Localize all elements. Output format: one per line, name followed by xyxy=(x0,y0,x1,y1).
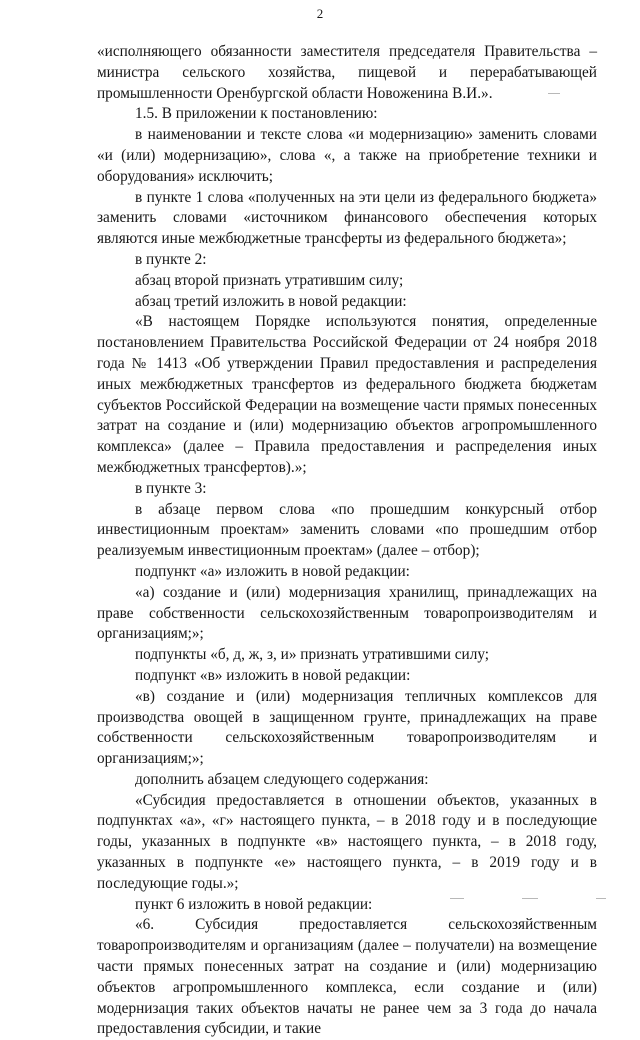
scan-mark xyxy=(450,898,464,899)
paragraph: подпункт «а» изложить в новой редакции: xyxy=(135,562,410,580)
paragraph: в наименовании и тексте слова «и модернизацию» заменить словами «и (или) модернизацию», слова «, а также на приобретение техники и оборудования» исключить; xyxy=(97,126,597,185)
paragraph: «исполняющего обязанности заместителя председателя Правительства – министра сельского хозяйства, пищевой и перерабатывающей промышленности Оренбургской области Новоженина В.И.». xyxy=(97,43,597,102)
paragraph: пункт 6 изложить в новой редакции: xyxy=(135,895,373,913)
paragraph: «6. Субсидия предоставляется сельскохозяйственным товаропроизводителям и организациям (далее – получатели) на возмещение части прямых понесенных затрат на создание и (или) модернизацию объектов агропромышленного комплекса, если создание и (или) модернизация таких объектов начаты не ранее чем за 3 года до начала предоставления субсидии, и такие xyxy=(97,916,597,1038)
paragraph: абзац третий изложить в новой редакции: xyxy=(135,292,407,310)
paragraph: в пункте 1 слова «полученных на эти цели из федерального бюджета» заменить словами «источником финансового обеспечения которых являются иные межбюджетные трансферты из федерального бюджета»; xyxy=(97,188,597,248)
paragraph: дополнить абзацем следующего содержания: xyxy=(135,770,429,788)
paragraph: «В настоящем Порядке используются понятия, определенные постановлением Правительства Российской Федерации от 24 ноября 2018 года № 1413 «Об утверждении Правил предоставления и распределения иных межбюджетных трансфертов из федерального бюджета бюджетам субъектов Российской Федерации на возмещение части прямых понесенных затрат на создание и (или) модернизацию объектов агропромышленного комплекса» (далее – Правила предоставления и распределения иных межбюджетных трансфертов).»; xyxy=(97,313,597,476)
scan-mark xyxy=(596,898,606,899)
paragraph: в абзаце первом слова «по прошедшим конкурсный отбор инвестиционным проектам» заменить словами «по прошедшим отбор реализуемым инвестиционным проектам» (далее – отбор); xyxy=(97,500,597,560)
scan-mark xyxy=(522,898,538,899)
paragraph: «а) создание и (или) модернизация хранилищ, принадлежащих на праве собственности сельскохозяйственным товаропроизводителям и организациям;»; xyxy=(97,583,597,643)
paragraph: подпункты «б, д, ж, з, и» признать утратившими силу; xyxy=(135,646,490,664)
paragraph: в пункте 2: xyxy=(135,250,207,268)
document-body xyxy=(97,42,597,1040)
scan-mark xyxy=(548,93,560,94)
paragraph: 1.5. В приложении к постановлению: xyxy=(135,105,378,123)
paragraph: подпункт «в» изложить в новой редакции: xyxy=(135,666,411,684)
paragraph: в пункте 3: xyxy=(135,479,207,497)
paragraph: «в) создание и (или) модернизация тепличных комплексов для производства овощей в защищенном грунте, принадлежащих на праве собственности сельскохозяйственным товаропроизводителям и организациям;»; xyxy=(97,687,597,768)
paragraph: абзац второй признать утратившим силу; xyxy=(135,271,404,289)
paragraph: «Субсидия предоставляется в отношении объектов, указанных в подпунктах «а», «г» настоящего пункта, – в 2018 году и в последующие годы, указанных в подпункте «в» настоящего пункта, – в 2018 году, указанных в подпункте «е» настоящего пункта, – в 2019 году и в последующие годы.»; xyxy=(97,791,597,892)
page-number: 2 xyxy=(316,6,324,21)
